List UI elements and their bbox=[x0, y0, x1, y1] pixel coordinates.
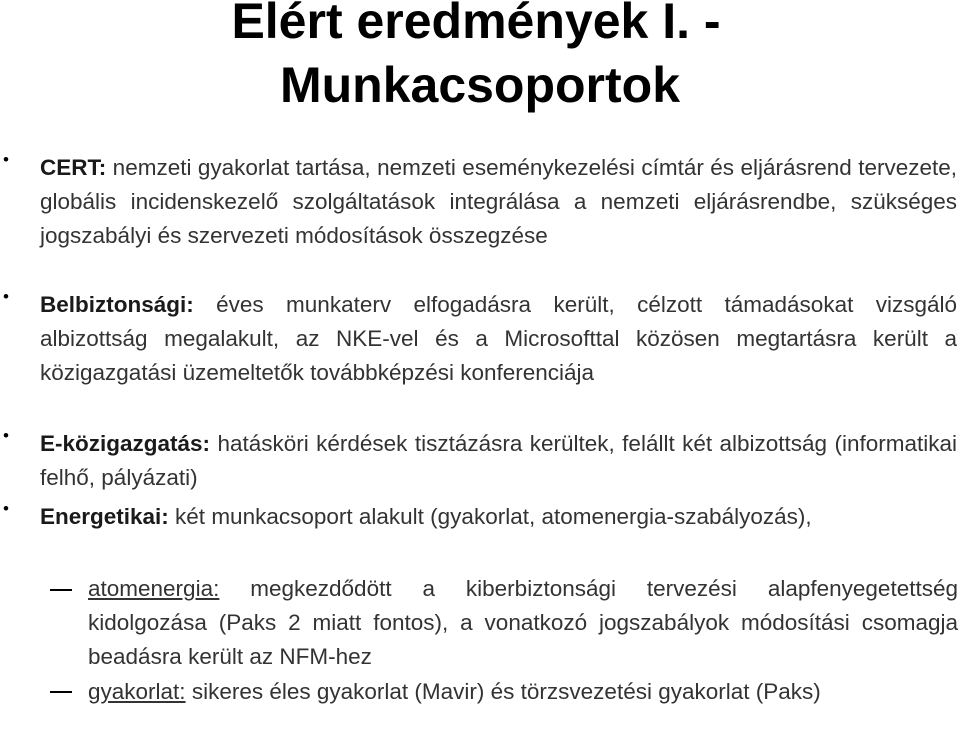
slide-title-line-2: Munkacsoportok bbox=[279, 57, 681, 113]
bullet-dot-icon: • bbox=[3, 499, 9, 518]
bullet-lead: E-közigazgatás: bbox=[40, 431, 211, 456]
bullet-text: hatásköri kérdések tisztázásra kerültek, felállt két albizottság (informatikai felhő, pályázati) bbox=[40, 431, 957, 490]
sub-bullet-lead: atomenergia: bbox=[88, 576, 220, 601]
bullet-dot-icon: • bbox=[3, 426, 9, 445]
sub-bullet-text: megkezdődött a kiberbiztonsági tervezési alapfenyegetettség kidolgozása (Paks 2 miatt fontos), a vonatkozó jogszabályok módosítási csomagja beadásra került az NFM-hez bbox=[88, 576, 958, 669]
bullet-text: éves munkaterv elfogadásra került, célzott támadásokat vizsgáló albizottság megalakult, az NKE-vel és a Microsofttal közösen megtartásra került a közigazgatási üzemeltetők továbbképzési konferenciája bbox=[40, 292, 957, 385]
sub-bullet-item-atomenergia bbox=[88, 572, 958, 674]
bullet-lead: Belbiztonsági: bbox=[40, 292, 194, 317]
bullet-lead: Energetikai: bbox=[40, 504, 169, 529]
sub-bullet-dash-icon bbox=[50, 691, 72, 693]
slide-title-line-1: Elért eredmények I. - bbox=[231, 0, 721, 49]
sub-bullet-text: sikeres éles gyakorlat (Mavir) és törzsvezetési gyakorlat (Paks) bbox=[185, 679, 821, 704]
sub-bullet-item-gyakorlat bbox=[88, 675, 958, 709]
bullet-dot-icon: • bbox=[3, 287, 9, 306]
sub-bullet-lead: gyakorlat: bbox=[88, 679, 186, 704]
sub-bullet-dash-icon bbox=[50, 589, 72, 591]
bullet-text: két munkacsoport alakult (gyakorlat, atomenergia-szabályozás), bbox=[168, 504, 812, 529]
bullet-text: nemzeti gyakorlat tartása, nemzeti eseménykezelési címtár és eljárásrend tervezete, globális incidenskezelő szolgáltatások integrálása a nemzeti eljárásrendbe, szükséges jogszabályi és szervezeti módosítások összegzése bbox=[40, 155, 957, 248]
bullet-item-belbiztonsagi bbox=[40, 288, 957, 390]
bullet-item-e-kozigazgatas bbox=[40, 427, 957, 495]
bullet-item-energetikai bbox=[40, 500, 820, 534]
bullet-item-cert bbox=[40, 151, 957, 253]
bullet-dot-icon: • bbox=[3, 150, 9, 169]
bullet-lead: CERT: bbox=[40, 155, 107, 180]
